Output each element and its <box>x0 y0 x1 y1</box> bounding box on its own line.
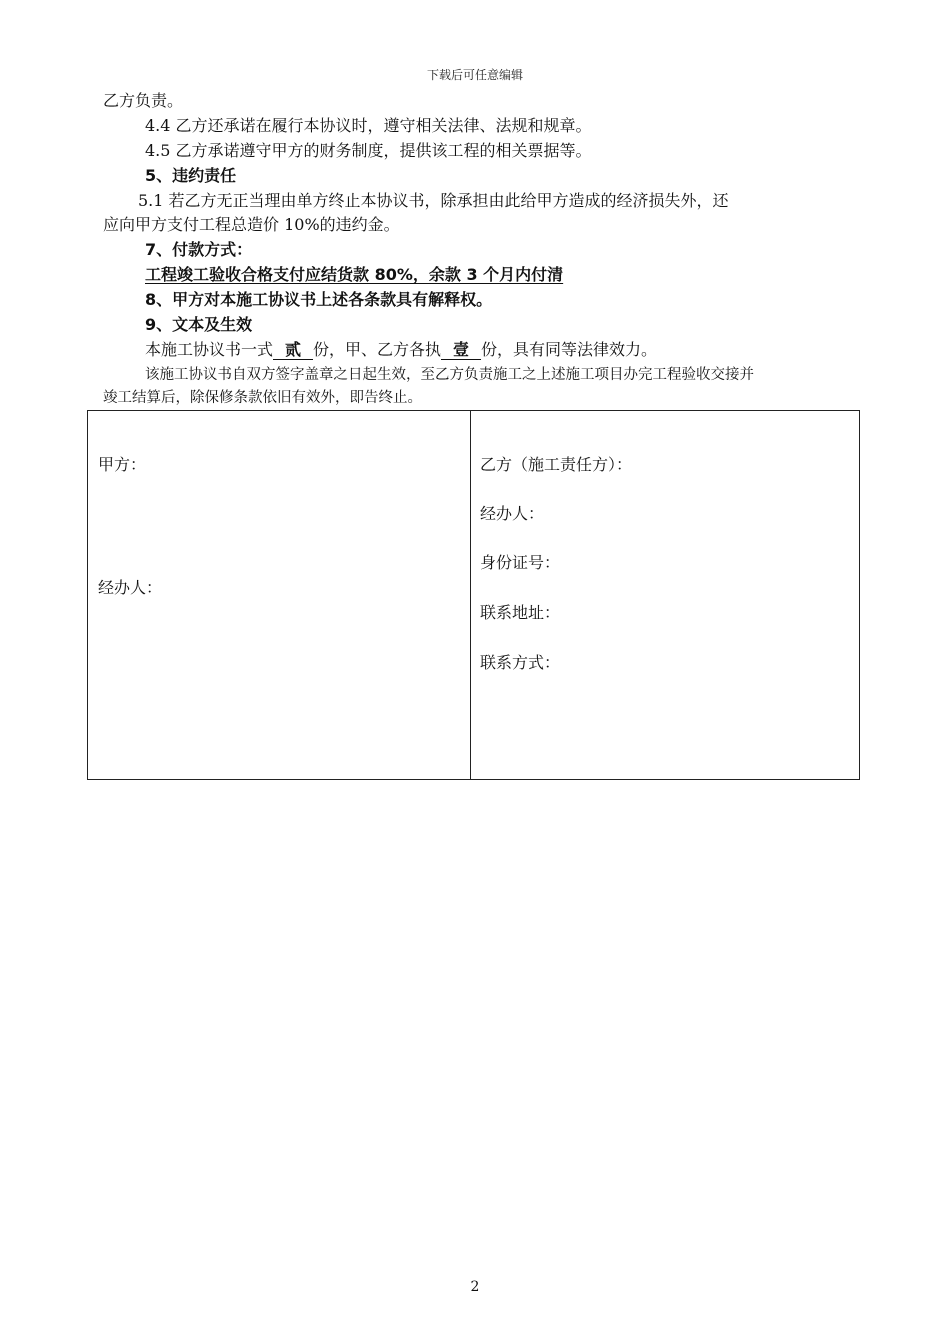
id-number-label: 身份证号： <box>480 553 561 572</box>
clause-4-4: 4.4 乙方还承诺在履行本协议时，遵守相关法律、法规和规章。 <box>145 116 592 135</box>
party-a-label: 甲方： <box>98 455 147 474</box>
clause-5-1-line-1: 5.1 若乙方无正当理由单方终止本协议书，除承担由此给甲方造成的经济损失外，还 <box>138 191 729 210</box>
party-b-label: 乙方（施工责任方）： <box>480 455 633 474</box>
clause-4-5: 4.5 乙方承诺遵守甲方的财务制度，提供该工程的相关票据等。 <box>145 141 592 160</box>
party-b-agent-label: 经办人： <box>480 504 545 523</box>
section-9-copies-line <box>145 339 657 361</box>
address-label: 联系地址： <box>480 603 561 622</box>
contact-label: 联系方式： <box>480 653 561 672</box>
copies-each-blank: 壹 <box>441 341 481 360</box>
section-9-effect-line-1: 该施工协议书自双方签字盖章之日起生效，至乙方负责施工之上述施工项目办完工程验收交接并 <box>145 367 754 383</box>
copies-text-post: 份，具有同等法律效力。 <box>481 340 658 359</box>
copies-text-mid: 份，甲、乙方各执 <box>313 340 442 359</box>
section-8-title: 8、甲方对本施工协议书上述各条款具有解释权。 <box>145 290 493 309</box>
copies-text-pre: 本施工协议书一式 <box>145 340 274 359</box>
section-7-body: 工程竣工验收合格支付应结货款 80%，余款 3 个月内付清 <box>145 265 564 284</box>
copies-total-blank: 贰 <box>273 341 313 360</box>
page-number: 2 <box>470 1279 480 1295</box>
section-9-effect-line-2: 竣工结算后，除保修条款依旧有效外，即告终止。 <box>103 390 422 406</box>
signature-table <box>87 410 860 780</box>
party-a-agent-label: 经办人： <box>98 578 163 597</box>
body-line-1: 乙方负责。 <box>103 91 184 110</box>
section-9-title: 9、文本及生效 <box>145 315 253 334</box>
section-5-title: 5、违约责任 <box>145 166 237 185</box>
page-header-note: 下载后可任意编辑 <box>426 68 523 82</box>
signature-table-divider <box>470 411 471 779</box>
clause-5-1-line-2: 应向甲方支付工程总造价 10%的违约金。 <box>103 215 400 234</box>
section-7-title: 7、付款方式： <box>145 240 253 259</box>
